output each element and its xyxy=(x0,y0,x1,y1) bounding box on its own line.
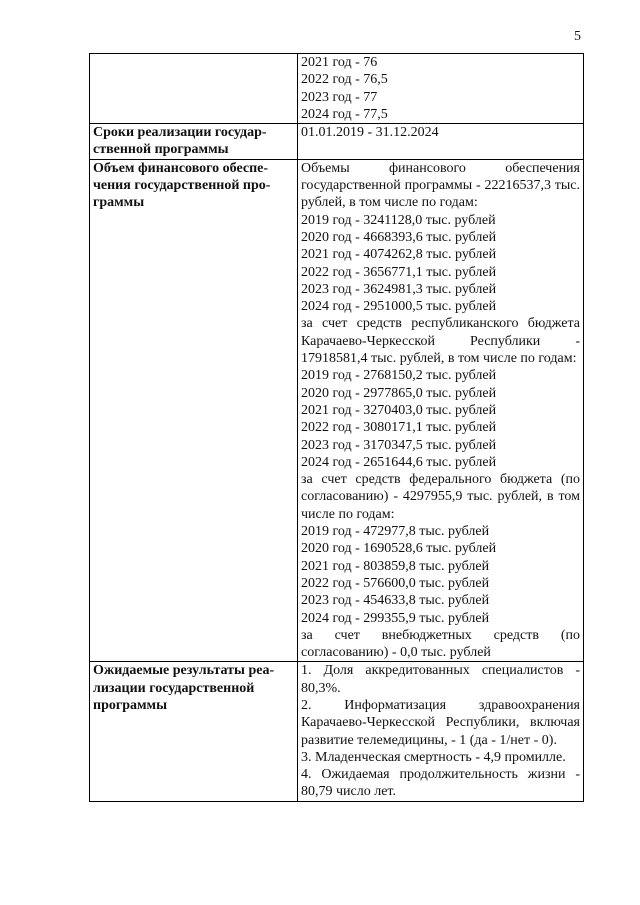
value-line: 2021 год - 76 xyxy=(301,55,378,70)
row-value-cell xyxy=(298,662,584,801)
passport-row xyxy=(90,662,584,801)
value-line: 01.01.2019 - 31.12.2024 xyxy=(301,125,439,141)
value-line: 2024 год - 299355,9 тыс. рублей xyxy=(301,610,490,626)
value-line: 2023 год - 77 xyxy=(301,89,378,105)
value-paragraph: 3. Младенческая смертность - 4,9 промилле. xyxy=(301,749,566,765)
page-number: 5 xyxy=(574,29,581,44)
value-line: 2022 год - 76,5 xyxy=(301,72,388,88)
value-line: 2023 год - 3624981,3 тыс. рублей xyxy=(301,281,497,297)
value-paragraph: 4. Ожидаемая продолжительность жизни - 80,79 число лет. xyxy=(301,767,580,800)
value-paragraph: за счет средств федерального бюджета (по согласованию) - 4297955,9 тыс. рублей, в том числе по годам: xyxy=(301,472,580,522)
value-line: 2021 год - 4074262,8 тыс. рублей xyxy=(301,247,497,263)
value-line: 2021 год - 803859,8 тыс. рублей xyxy=(301,558,490,574)
row-label-cell xyxy=(90,159,298,662)
value-line: 2023 год - 454633,8 тыс. рублей xyxy=(301,593,490,609)
program-passport-body xyxy=(90,54,584,802)
row-label-line: Ожидаемые результаты реа- xyxy=(93,663,275,679)
value-line: 2024 год - 2951000,5 тыс. рублей xyxy=(301,299,497,315)
row-label-line: граммы xyxy=(93,195,145,211)
row-value-cell xyxy=(298,159,584,662)
value-line: 2023 год - 3170347,5 тыс. рублей xyxy=(301,437,497,453)
value-line: 2020 год - 4668393,6 тыс. рублей xyxy=(301,229,497,245)
row-label-line: Объем финансового обеспе- xyxy=(93,160,269,176)
value-paragraph: 1. Доля аккредитованных специалистов - 80,3%. xyxy=(301,663,580,696)
value-line: 2019 год - 2768150,2 тыс. рублей xyxy=(301,368,497,384)
program-passport-table xyxy=(89,53,584,802)
value-line: 2019 год - 472977,8 тыс. рублей xyxy=(301,524,490,540)
value-line: 2022 год - 576600,0 тыс. рублей xyxy=(301,575,490,591)
passport-row xyxy=(90,159,584,662)
value-paragraph: 2. Информатизация здравоохранения Карачаево-Черкесской Республики, включая развитие телемедицины, - 1 (да - 1/нет - 0). xyxy=(301,697,580,748)
value-line: 2021 год - 3270403,0 тыс. рублей xyxy=(301,402,497,418)
value-line: 2024 год - 77,5 xyxy=(301,106,388,122)
row-label-line: чения государственной про- xyxy=(93,178,271,194)
row-label-cell xyxy=(90,124,298,160)
row-label-cell xyxy=(90,54,298,124)
row-label-cell xyxy=(90,662,298,801)
value-line: 2020 год - 1690528,6 тыс. рублей xyxy=(301,541,497,557)
row-label-line: лизации государственной xyxy=(93,680,255,696)
row-label-line: ственной программы xyxy=(93,142,229,158)
value-line: 2024 год - 2651644,6 тыс. рублей xyxy=(301,454,497,470)
passport-row xyxy=(90,54,584,124)
value-line: 2019 год - 3241128,0 тыс. рублей xyxy=(301,212,496,228)
value-line: 2022 год - 3080171,1 тыс. рублей xyxy=(301,420,497,436)
passport-row xyxy=(90,124,584,160)
value-paragraph: за счет средств республиканского бюджета Карачаево-Черкесской Республики - 17918581,4 тыс. рублей, в том числе по годам: xyxy=(301,316,580,367)
row-label-line: программы xyxy=(93,697,167,713)
row-label-line: Сроки реализации государ- xyxy=(93,125,267,141)
value-paragraph: за счет внебюджетных средств (по согласованию) - 0,0 тыс. рублей xyxy=(301,627,580,661)
value-line: 2020 год - 2977865,0 тыс. рублей xyxy=(301,385,497,401)
value-paragraph: Объемы финансового обеспечения государственной программы - 22216537,3 тыс. рублей, в том числе по годам: xyxy=(301,160,580,211)
row-value-cell xyxy=(298,54,584,124)
row-value-cell xyxy=(298,124,584,160)
value-line: 2022 год - 3656771,1 тыс. рублей xyxy=(301,264,497,280)
